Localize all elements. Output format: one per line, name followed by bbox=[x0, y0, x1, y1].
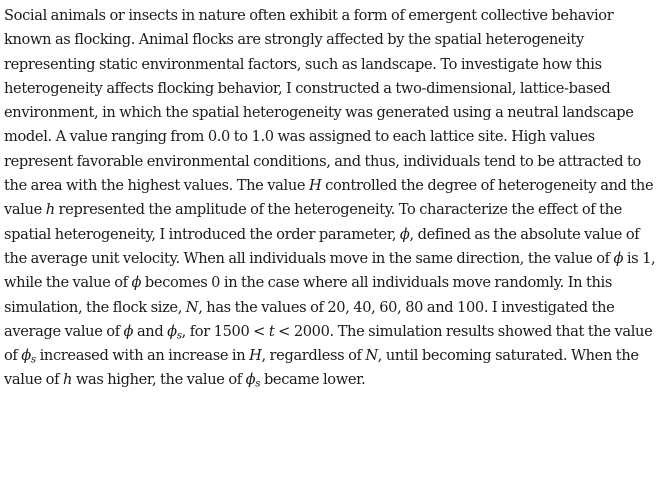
symbol-h: h bbox=[62, 371, 73, 389]
symbol-H: H bbox=[249, 347, 262, 365]
text-segment: , for 1500 < bbox=[181, 322, 269, 340]
symbol-h: h bbox=[45, 201, 55, 219]
text-segment: becomes 0 in the case where all individuals move randomly. In this simulation, the flock size, bbox=[4, 274, 613, 316]
text-segment: increased with an increase in bbox=[35, 347, 250, 365]
text-segment: Social animals or insects in nature often exhibit a form of emergent collective behavior known as flocking. Animal flocks are strongly affected by the spatial heterogeneity representing static environmental factors, such as landscape. To investigate how this heterogeneity affects flocking behavior, I constructed a two-dimensional, lattice-based environment, in which the spatial heterogeneity was generated using a neutral landscape model. A value ranging from 0.0 to 1.0 was assigned to each lattice site. High values represent favorable environmental conditions, and thus, individuals tend to be attracted to the area with the highest values. The value bbox=[4, 7, 641, 195]
text-segment: , defined as the absolute value of the average unit velocity. When all individuals move in the same direction, the value of bbox=[4, 225, 640, 267]
subscript-s: s bbox=[30, 354, 36, 366]
text-segment: is 1, while the value of bbox=[4, 249, 656, 292]
symbol-phi: ϕ bbox=[21, 347, 31, 365]
text-segment: , has the values of 20, 40, 60, 80 and 100. I investigated the average value of bbox=[4, 298, 615, 340]
text-segment: represented the amplitude of the heterogeneity. To characterize the effect of the spatial heterogeneity, I introduced the order parameter, bbox=[4, 201, 622, 243]
symbol-N: N bbox=[185, 298, 199, 316]
text-segment: and bbox=[133, 322, 168, 340]
symbol-phi: ϕ bbox=[399, 225, 410, 243]
text-segment: was higher, the value of bbox=[72, 371, 246, 389]
text-segment: controlled the degree of heterogeneity and the value bbox=[4, 177, 654, 219]
symbol-phi: ϕ bbox=[123, 322, 134, 340]
abstract-paragraph bbox=[4, 4, 660, 393]
text-segment: < 2000. The simulation results showed that the value of bbox=[4, 322, 653, 365]
subscript-s: s bbox=[176, 330, 182, 342]
symbol-H: H bbox=[308, 177, 322, 195]
subscript-s: s bbox=[255, 379, 261, 390]
text-segment: , until becoming saturated. When the value of bbox=[4, 347, 639, 389]
symbol-phi: ϕ bbox=[613, 249, 624, 267]
text-segment: , regardless of bbox=[261, 347, 366, 365]
symbol-phi: ϕ bbox=[167, 322, 177, 340]
symbol-N: N bbox=[365, 347, 378, 365]
symbol-t: t bbox=[268, 322, 275, 340]
symbol-phi: ϕ bbox=[131, 274, 142, 292]
text-segment: became lower. bbox=[260, 371, 366, 389]
symbol-phi: ϕ bbox=[245, 371, 256, 389]
